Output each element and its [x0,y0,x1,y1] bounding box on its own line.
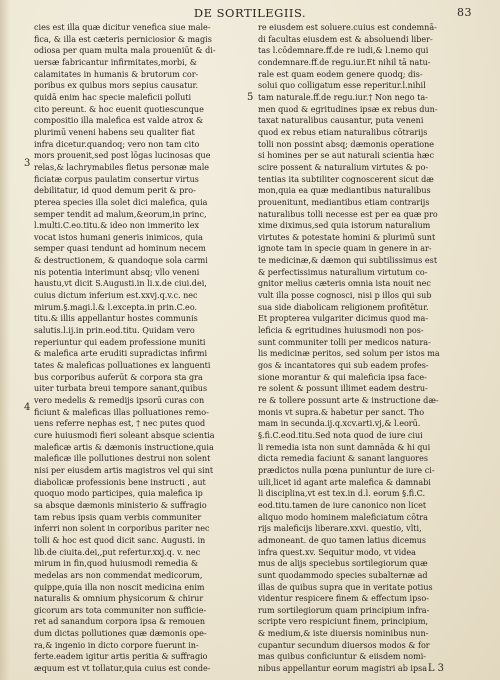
text-line: pterea species illa solet dici malefica, quia [34,197,208,207]
text-line: mors prouenit,sed post lōgas lucinosas que [34,151,211,161]
page-number: 83 [457,6,472,19]
text-line: l.multi.C.eo.titu.& ideo non immerito lex [34,221,200,231]
text-line: cuius dictum inferium est.xxvj.q.v.c. nec [34,291,198,301]
text-line: cure huiusmodi fieri soleant absque scientia [34,430,215,440]
text-line: cies est illa quæ dicitur venefica siue male- [34,23,211,32]
text-line: li disciplina,vt est tex.in d.l. eorum §.fi.C. [258,489,426,499]
text-line: quidā enim hac specie maleficii polluti [34,92,192,102]
text-line: rale est quam eodem genere quodq; dis- [258,69,423,79]
text-line: semper quasi tendunt ad hominum necem [34,244,206,254]
text-line: quod ex rebus etiam naturalibus cōtrarijs [258,127,428,137]
text-line: vero medelis & remedijs ipsorū curas con [34,396,205,405]
text-line: te medicinæ,& dæmon qui subtilissimus est [258,256,438,266]
text-line: poribus ex quibus mors sepius causatur. [34,81,199,91]
text-line: sione morantur & qui maleficia ipsa face- [258,372,427,382]
text-line: & medium,& iste diuersis nominibus nun- [258,629,429,639]
margin-note-4: 4 [24,402,31,413]
text-line: maleficæ artis & dæmonis instructione,quia [34,442,214,452]
text-line: re & tollere possunt arte & instructione dæ- [258,396,439,405]
text-line: maleficæ ille pollutiones destrui non solent [34,454,211,464]
text-line: gos & incantatores qui sub eadem profes- [258,361,429,371]
text-line: ferte.eadem igitur artis peritia & suffragio [34,652,208,662]
text-line: sa absque dæmonis ministerio & suffragio [34,500,207,510]
text-line: reperiuntur qui eadem professione muniti [34,337,206,347]
text-line: gnitor melius cæteris omnia ista nouit nec [258,279,431,289]
text-line: prædictos nulla pœna puniuntur de iure ci- [258,465,435,475]
text-line: re solent & possunt illimet eadem destru- [258,384,428,394]
text-line: calamitates in humanis & brutorum cor- [34,69,199,79]
text-line: tam rebus ipsis quam verbis communiter [34,512,202,522]
text-line: dicta remedia faciunt & sanant languores [258,454,428,464]
text-line: tolli & hoc est quod dicit sanc. Augusti. in [34,535,206,545]
text-line: cito pereunt. & hoc euenit quotiescunque [34,104,204,114]
text-line: nis potentia interimunt absq; vllo veneni [34,267,200,277]
text-line: tolli non possint absq; dæmonis operatione [258,139,435,149]
text-line: Et propterea vulgariter dicimus quod ma- [258,314,429,324]
text-line: mirum in fin,quod huiusmodi remedia & [34,559,198,569]
text-line: & destructionem, & quandoque sola carmi [34,256,208,266]
text-line: semper tendit ad malum,&eorum,in princ, [34,209,207,219]
text-line: uersæ fabricantur infirmitates,morbi, & [34,57,197,67]
text-line: mus de alijs speciebus sortilegiorum quæ [258,559,428,569]
text-line: naturalibus tolli necesse est per ea quæ pro [258,209,438,219]
text-line: solui quo colligatum esse reperitur.l.nihil [258,81,426,91]
text-line: eod.titu.tamen de iure canonico non licet [258,500,427,510]
text-line: sunt communiter tolli per medicos natura- [258,337,431,347]
text-line: scripte vero respiciunt finem, principium, [258,617,429,627]
text-line: rijs maleficijs liberare.xxvi. questio, vlti, [258,524,422,534]
text-line: condemnare.ff.de regu.iur.Et nihil tā natu- [258,57,431,67]
text-line: mirum.§.magi.l.& l.excepta.in prin.C.eo. [34,302,198,312]
left-column [34,22,246,674]
text-line: tas l.cōdemnare.ff.de re iudi,& l.nemo qui [258,46,429,56]
text-line: ignote tam in specie quam in genere in ar- [258,244,432,254]
text-line: mon,quia ea quæ mediantibus naturalibus [258,186,431,196]
text-line: mas quibus conficiuntur & eiisdem nomi- [258,652,427,662]
text-line: videntur respicere finem & effectum ipso- [258,594,429,604]
text-line: sunt quodammodo species subalternæ ad [258,570,428,580]
text-line: ra,& ingenio in dicto corpore fuerunt in- [34,640,199,650]
text-line: monis vt supra.& habetur per sanct. Tho [258,407,425,417]
text-line: lis medicinæ peritos, sed solum per istos ma [258,349,440,359]
text-line: nisi per eiusdem artis magistros vel qui sint [34,465,214,475]
margin-note-5: 5 [247,92,254,103]
text-line: uili,licet id agant arte malefica & damnabi [258,477,431,487]
text-line: lib.de ciuita.dei,,put refertur.xxj.q. v. nec [34,547,201,557]
text-line: quippe,quia illa non noscit medicina enim [34,582,205,592]
text-line: inferri non solent in corporibus pariter nec [34,524,210,534]
text-line: gicorum ars tota communiter non sufficie- [34,605,207,615]
text-line: diabolicæ professionis bene instructi , aut [34,477,206,487]
text-line: salutis.l.ij.in prin.eod.titu. Quidam vero [34,326,195,336]
text-line: cupantur secundum diuersos modos & for [258,640,430,650]
text-line: nibus appellantur eorum magistri ab ipsa [258,664,428,674]
text-line: vult illa posse cognosci, nisi p illos qui sub [258,291,432,301]
text-line: uiter turbata breui tempore sanant,quibus [34,384,208,394]
text-line: sua side diabolicam religionem profitētur. [258,302,429,312]
text-line: ficiunt & maleficas illas polluationes remo- [34,407,209,417]
text-line: quoquo modo participes, quia malefica ip [34,489,203,499]
page-header [0,6,500,22]
text-line: & perfectissimus naturalium virtutum co- [258,267,428,277]
text-line: xime diximus,sed quia istorum naturalium [258,221,431,231]
text-line: ficiatæ corpus paulatim consertur virtus [34,174,199,184]
signature-mark: L 3 [427,663,444,674]
text-line: scire possent & naturalium virtutes & po- [258,162,429,172]
text-line: naturalis & omnium physicorum & chirur [34,594,204,604]
text-line: prouenitunt, mediantibus etiam contrarijs [258,197,430,207]
text-line: virtutes & potestate homini & plurimū sunt [258,232,436,242]
text-line: fica, & illa est cæteris perniciosior & magis [34,34,212,44]
margin-note-3: 3 [24,158,31,169]
text-line: aliquo modo hominem maleficiatum cōtra [258,512,428,522]
text-line: uens referre nephas est, † nec putes quod [34,419,206,429]
text-line: rum sortilegiorum quam principium infra- [258,605,430,615]
text-line: plurimū veneni habens seu qualiter fiat [34,127,195,137]
text-line: leficia & egritudines huiusmodi non pos- [258,326,424,336]
text-line: men quod & egritudines ipsæ ex rebus dun- [258,104,438,114]
text-line: li remedia ista non sunt damnāda & hi qui [258,442,431,452]
text-line: di facultas eiusdem est & absoluendi liber- [258,34,433,44]
text-line: si homines per se aut naturali scientia hæc [258,151,434,161]
text-line: vocat istos humani generis inimicos, quia [34,232,203,242]
text-line: infra dicetur.quandoq; vero non tam cito [34,139,200,149]
text-line: bus corporibus auferūt & corpora sta gra [34,372,203,382]
text-line: tentias ita subtiliter cognoscerent sicut dæ [258,174,434,184]
running-title: DE SORTILEGIIS. [193,6,307,20]
text-line: illas de quibus supra que in veritate potius [258,582,433,592]
text-line: odiosa per quam multa mala proueniūt & di- [34,46,216,56]
text-line: re eiusdem est soluere.cuius est condemnā- [258,23,437,32]
text-line: §.fi.C.eod.titu.Sed nota quod de iure ciui [258,430,423,440]
text-line: haustu,vt dicit S.Augusti.in li.x.de ciui.dei, [34,279,207,289]
text-line: æquum est vt tollatur,quia cuius est conde- [34,664,211,674]
text-line: debilitatur, id quod demum perit & pro- [34,186,196,196]
text-line: tates & maleficas polluationes ex languenti [34,361,211,371]
text-line: dum dictas pollutiones quæ dæmonis ope- [34,629,207,639]
text-line: medelas ars non commendat medicorum, [34,570,203,580]
page-gutter-shadow [0,0,10,680]
text-line: & malefica arte eruditi supradictas infirmi [34,349,208,359]
text-line: admoneant. de quo tamen latius dicemus [258,535,427,545]
text-line: taxat naturalibus causantur, puta veneni [258,116,424,126]
text-line: ret ad sanandum corpora ipsa & remouen [34,617,206,627]
text-line: mam in secunda.ij.q.xcv.arti.vj,& l.eorū. [258,419,421,429]
text-line: tam naturale.ff.de regu.iur.† Non nego ta- [258,92,428,102]
text-line: infra quest.xv. Sequitur modo, vt videa [258,547,416,557]
text-line: compositio illa malefica est valde atrox & [34,116,204,126]
text-line: relas,& lachrymabiles fletus personæ male [34,162,210,172]
text-line: titu.& illis appellantur hostes communis [34,314,198,324]
